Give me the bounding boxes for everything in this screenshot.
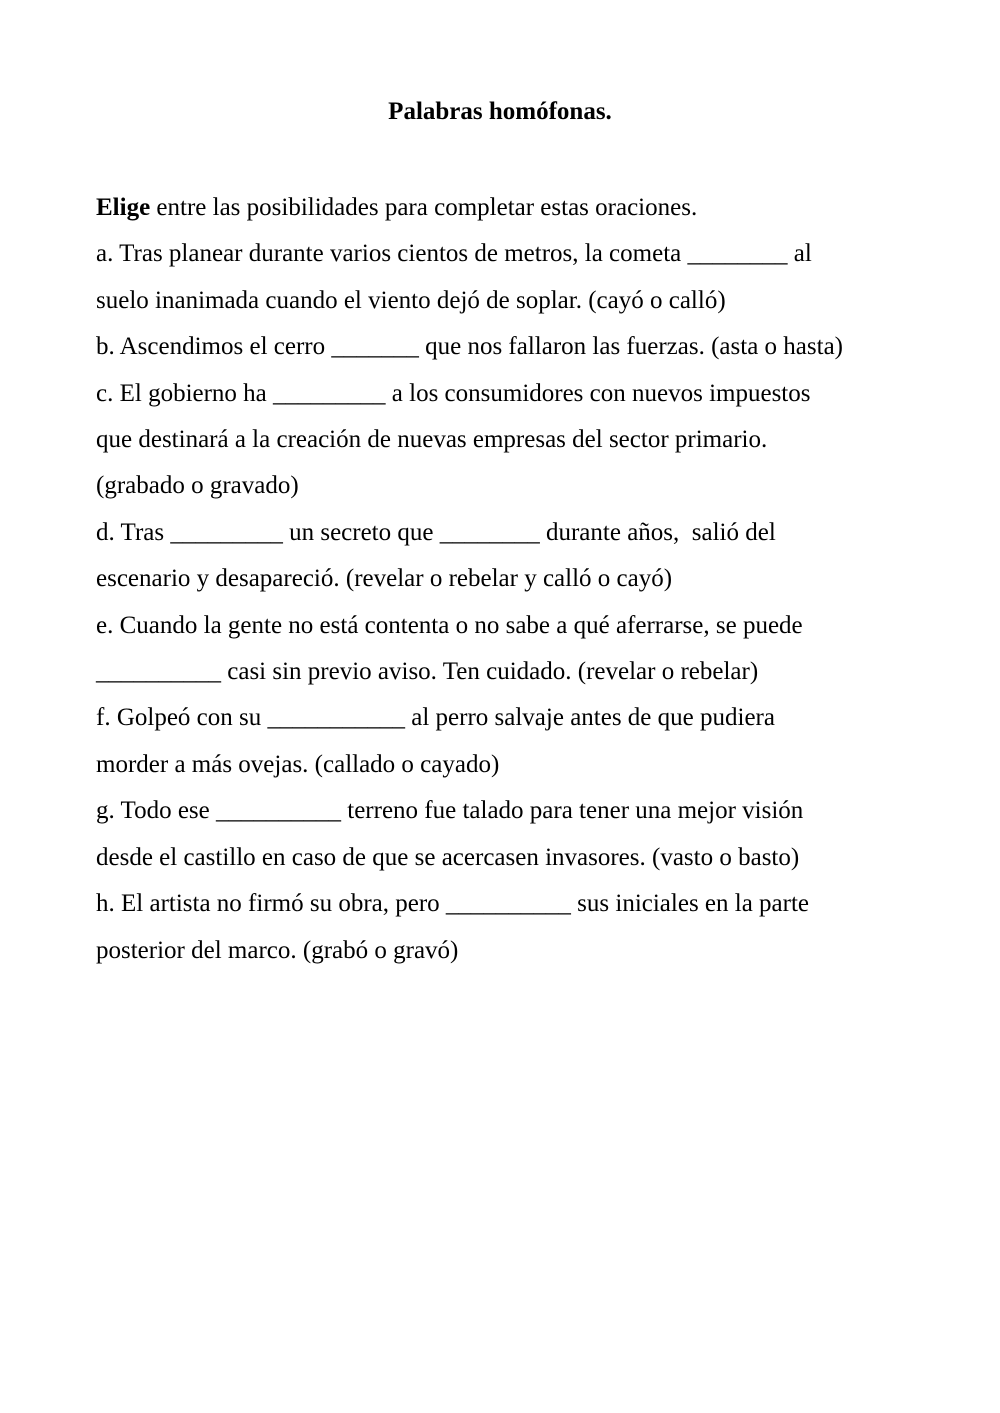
- exercise-line-d1: d. Tras _________ un secreto que ________ durante años, salió del: [96, 518, 776, 546]
- exercise-line-h1: h. El artista no firmó su obra, pero __________ sus iniciales en la parte: [96, 890, 810, 918]
- exercise-line-e2: __________ casi sin previo aviso. Ten cuidado. (revelar o rebelar): [96, 658, 759, 686]
- exercise-line-b1: b. Ascendimos el cerro _______ que nos fallaron las fuerzas. (asta o hasta): [96, 333, 843, 361]
- instruction-bold-word: Elige: [96, 194, 151, 221]
- instruction-line: [96, 185, 956, 231]
- exercise-line-e1: e. Cuando la gente no está contenta o no sabe a qué aferrarse, se puede: [96, 611, 803, 639]
- exercise-line-c1: c. El gobierno ha _________ a los consumidores con nuevos impuestos: [96, 379, 811, 407]
- exercise-body: [96, 185, 956, 974]
- exercise-line-g1: g. Todo ese __________ terreno fue talado para tener una mejor visión: [96, 797, 804, 825]
- exercise-line-a1: a. Tras planear durante varios cientos de metros, la cometa ________ al: [96, 240, 812, 268]
- exercise-line-d2: escenario y desapareció. (revelar o rebelar y calló o cayó): [96, 565, 673, 593]
- instruction-text: entre las posibilidades para completar estas oraciones.: [150, 194, 698, 221]
- exercise-line-g2: desde el castillo en caso de que se acercasen invasores. (vasto o basto): [96, 843, 800, 871]
- exercise-line-a2: suelo inanimada cuando el viento dejó de soplar. (cayó o calló): [96, 286, 726, 314]
- exercise-line-h2: posterior del marco. (grabó o gravó): [96, 936, 459, 964]
- exercise-line-c3: (grabado o gravado): [96, 472, 299, 500]
- exercise-line-f1: f. Golpeó con su ___________ al perro salvaje antes de que pudiera: [96, 704, 775, 732]
- exercise-line-f2: morder a más ovejas. (callado o cayado): [96, 750, 500, 778]
- page-title: Palabras homófonas.: [388, 98, 612, 125]
- exercise-line-c2: que destinará a la creación de nuevas empresas del sector primario.: [96, 426, 768, 454]
